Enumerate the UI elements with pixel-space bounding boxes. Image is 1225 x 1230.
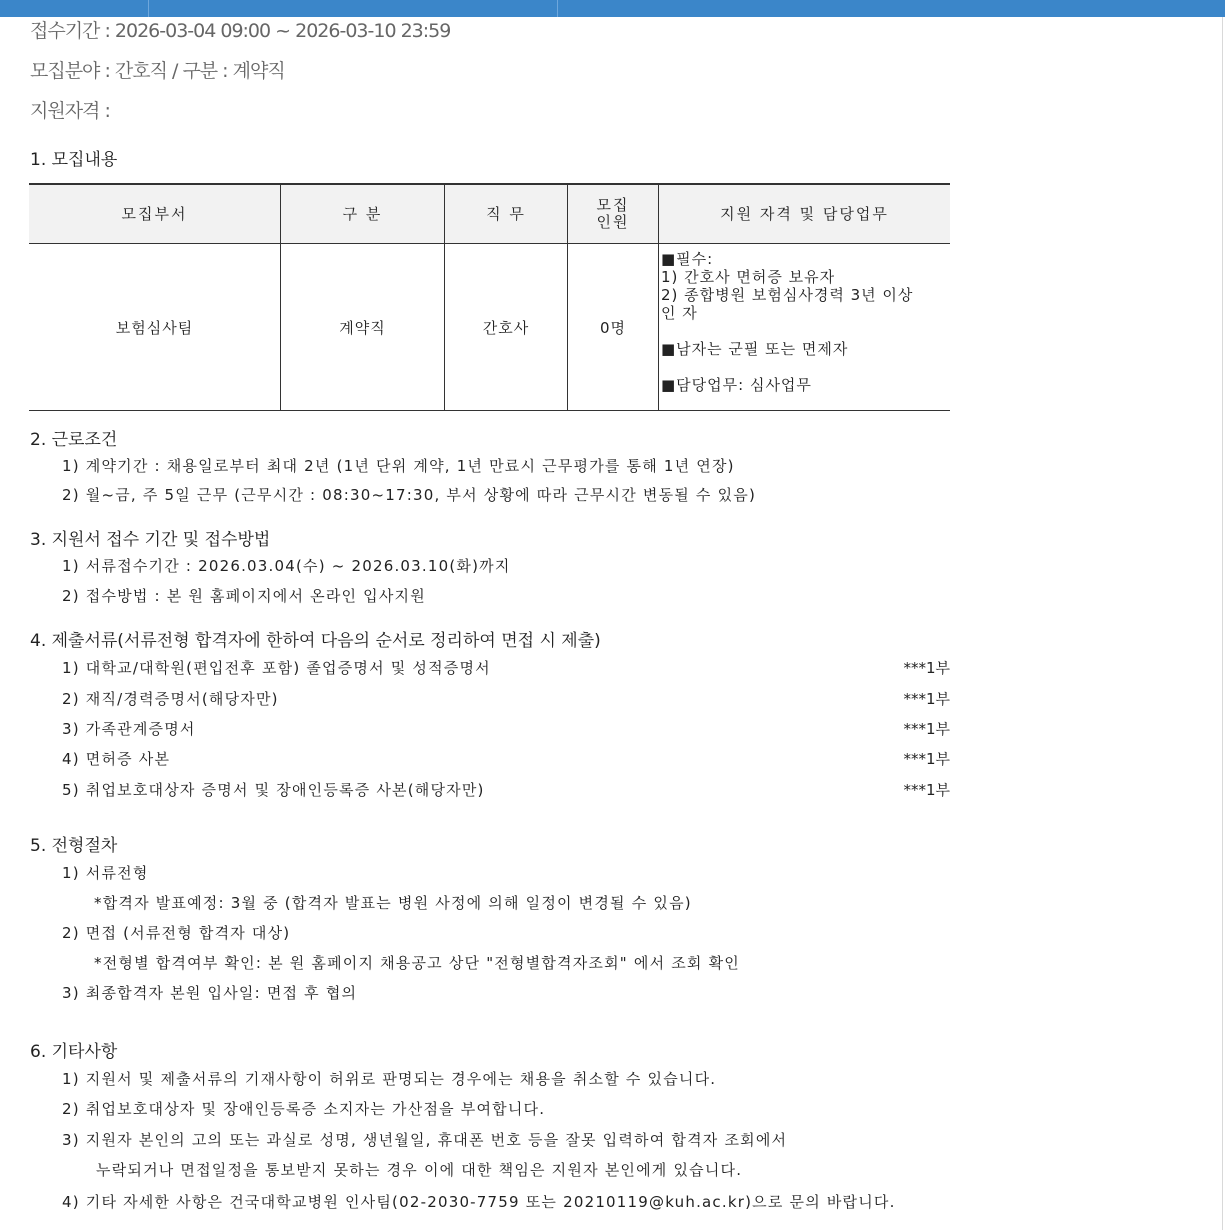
list-item-continuation: 누락되거나 면접일정을 통보받지 못하는 경우 이에 대한 책임은 지원자 본인에게 있습니다. [96,1161,743,1179]
section-6-title: 6. 기타사항 [30,1042,118,1062]
cell-qualification [659,244,951,411]
document-qty: ***1부 [903,781,950,799]
list-item: 1) 지원서 및 제출서류의 기재사항이 허위로 판명되는 경우에는 채용을 취소할 수 있습니다. [62,1070,717,1088]
recruit-field: 모집분야 : 간호직 / 구분 : 계약직 [30,60,285,82]
cell-dept: 보험심사팀 [29,244,281,411]
qual-spacer [661,358,946,376]
col-header-job: 직 무 [445,184,568,244]
document-qty: ***1부 [903,720,950,738]
list-item-note: *합격자 발표예정: 3월 중 (합격자 발표는 병원 사정에 의해 일정이 변경될 수 있음) [94,894,692,912]
top-bar-segment [149,0,558,17]
right-border [1222,17,1223,1230]
qual-line: 1) 간호사 면허증 보유자 [661,268,836,286]
col-header-dept: 모집부서 [29,184,281,244]
document-item: 1) 대학교/대학원(편입전후 포함) 졸업증명서 및 성적증명서 [62,659,491,677]
document-qty: ***1부 [903,659,950,677]
document-qty: ***1부 [903,750,950,768]
section-2-title: 2. 근로조건 [30,430,118,450]
list-item: 1) 서류접수기간 : 2026.03.04(수) ~ 2026.03.10(화)까지 [62,557,511,575]
section-3-title: 3. 지원서 접수 기간 및 접수방법 [30,530,271,550]
top-bar [0,0,1225,17]
qualification-label: 지원자격 : [30,100,110,122]
list-item: 4) 기타 자세한 사항은 건국대학교병원 인사팀(02-2030-7759 또는 20210119@kuh.ac.kr)으로 문의 바랍니다. [62,1193,896,1211]
document-item: 5) 취업보호대상자 증명서 및 장애인등록증 사본(해당자만) [62,781,485,799]
list-item: 1) 계약기간 : 채용일로부터 최대 2년 (1년 단위 계약, 1년 만료시 근무평가를 통해 1년 연장) [62,457,735,475]
section-1-title: 1. 모집내용 [30,150,118,170]
col-header-count: 모집 인원 [568,184,659,244]
table-row [29,244,950,411]
qual-line: ■남자는 군필 또는 면제자 [661,340,849,358]
qual-line: ■담당업무: 심사업무 [661,376,812,394]
top-bar-segment [0,0,149,17]
list-item: 1) 서류전형 [62,864,149,882]
application-period: 접수기간 : 2026-03-04 09:00 ~ 2026-03-10 23:59 [30,20,451,42]
cell-count: 0명 [568,244,659,411]
qual-line: 2) 종합병원 보험심사경력 3년 이상 인 자 [661,286,914,322]
col-header-qualification: 지원 자격 및 담당업무 [659,184,951,244]
list-item: 3) 최종합격자 본원 입사일: 면접 후 협의 [62,984,358,1002]
list-item: 3) 지원자 본인의 고의 또는 과실로 성명, 생년월일, 휴대폰 번호 등을 잘못 입력하여 합격자 조회에서 [62,1131,788,1149]
cell-type: 계약직 [281,244,445,411]
document-qty: ***1부 [903,690,950,708]
document-item: 4) 면허증 사본 [62,750,171,768]
list-item: 2) 면접 (서류전형 합격자 대상) [62,924,291,942]
document-item: 2) 재직/경력증명서(해당자만) [62,690,279,708]
section-4-title: 4. 제출서류(서류전형 합격자에 한하여 다음의 순서로 정리하여 면접 시 제출) [30,631,601,651]
qual-line: ■필수: [661,250,714,268]
cell-job: 간호사 [445,244,568,411]
document-item: 3) 가족관계증명서 [62,720,196,738]
list-item: 2) 접수방법 : 본 원 홈페이지에서 온라인 입사지원 [62,587,426,605]
list-item-note: *전형별 합격여부 확인: 본 원 홈페이지 채용공고 상단 "전형별합격자조회" 에서 조회 확인 [94,954,740,972]
recruitment-table [29,183,950,411]
section-5-title: 5. 전형절차 [30,836,118,856]
col-header-type: 구 분 [281,184,445,244]
list-item: 2) 취업보호대상자 및 장애인등록증 소지자는 가산점을 부여합니다. [62,1100,546,1118]
qual-spacer [661,322,946,340]
list-item: 2) 월~금, 주 5일 근무 (근무시간 : 08:30~17:30, 부서 상황에 따라 근무시간 변동될 수 있음) [62,486,757,504]
